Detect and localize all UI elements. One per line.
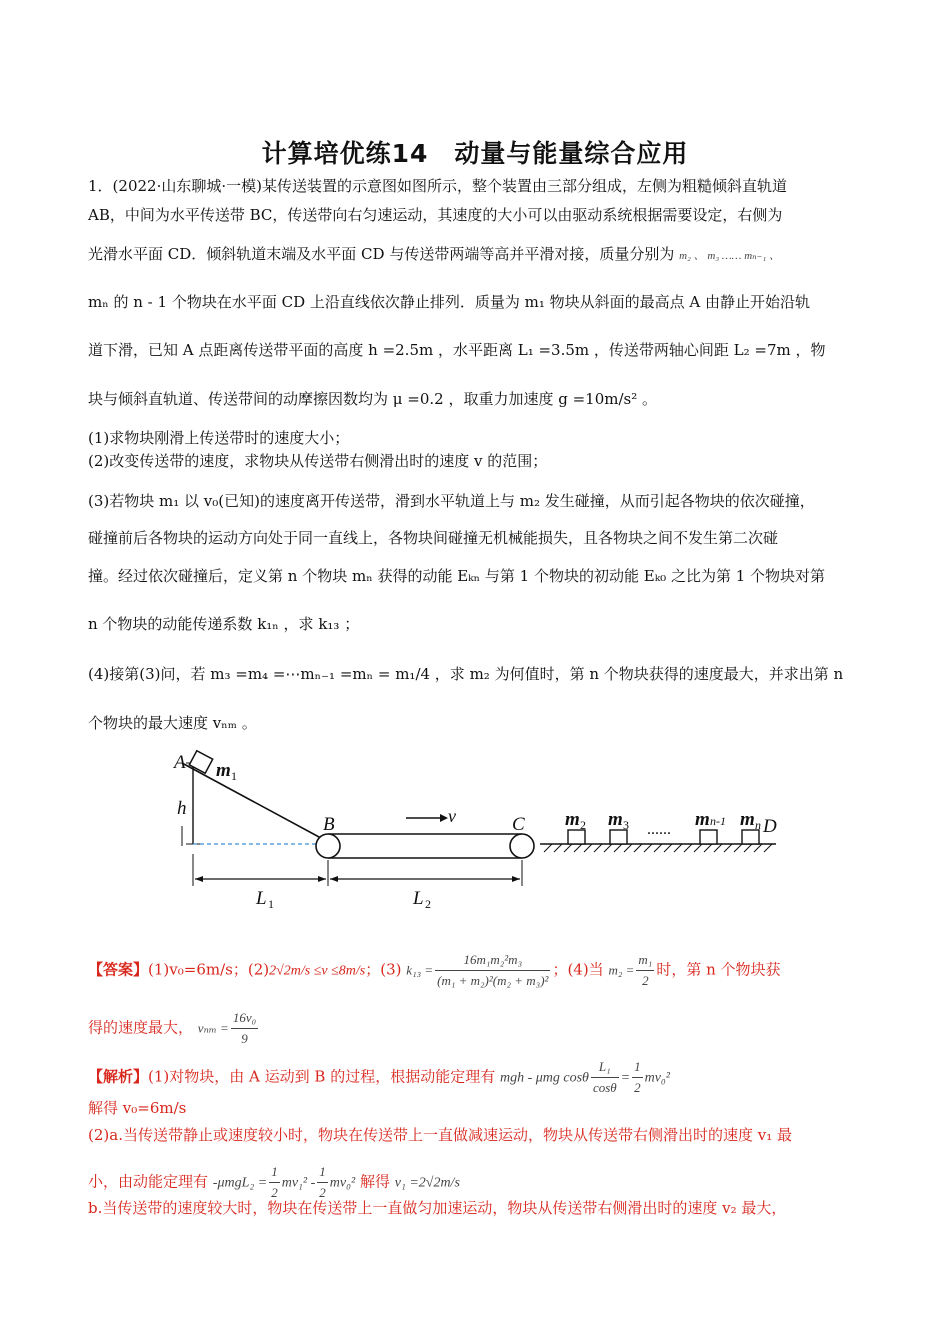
analysis-l1-tail: mv₀² <box>644 1070 670 1086</box>
vnm-fraction <box>231 1008 258 1049</box>
label-m1-sub: 1 <box>231 769 237 783</box>
m2-denominator: 2 <box>642 973 649 988</box>
label-d: D <box>763 816 777 837</box>
label-l2: L <box>413 888 424 908</box>
label-m1: m <box>216 760 231 781</box>
analysis-line-1 <box>88 1057 868 1098</box>
analysis-l1-denominator: cosθ <box>592 1080 617 1095</box>
answer-label: 【答案】 <box>88 960 149 979</box>
analysis-l1-half-num: 1 <box>632 1057 643 1078</box>
dim-l1-right-arrow <box>318 876 326 882</box>
analysis-l4-half-2-den: 2 <box>319 1185 326 1200</box>
problem-line-1: 1．(2022·山东聊城·一模)某传送装置的示意图如图所示，整个装置由三部分组成，左侧为粗糙倾斜直轨道 <box>88 177 787 195</box>
analysis-line-4 <box>88 1162 868 1203</box>
analysis-l4-half-1-num: 1 <box>269 1162 280 1183</box>
pulley-c <box>510 834 534 858</box>
question-2: (2)改变传送带的速度，求物块从传送带右侧滑出时的速度 v 的范围； <box>88 452 548 470</box>
analysis-l4-term-1: mv₁² - <box>281 1175 316 1191</box>
analysis-l4-half-1 <box>269 1162 280 1203</box>
answer-part-3-prefix: ；(3) <box>365 960 402 979</box>
analysis-l1-half <box>632 1057 643 1098</box>
label-v: v <box>448 806 456 826</box>
analysis-l1-half-den: 2 <box>634 1080 641 1095</box>
label-mn-sub: n <box>755 818 761 832</box>
m2-lhs: m₂ = <box>608 962 635 978</box>
m2-numerator: m₁ <box>636 950 654 971</box>
label-m2: m <box>565 809 580 830</box>
label-l2-sub: 2 <box>425 897 431 908</box>
dim-l2-right-arrow <box>512 876 520 882</box>
analysis-l4-half-1-den: 2 <box>271 1185 278 1200</box>
label-h: h <box>177 798 187 819</box>
analysis-l4-solve: 解得 <box>359 1172 390 1191</box>
block-mn-1 <box>700 830 717 844</box>
pulley-b <box>316 834 340 858</box>
analysis-l4-term-2: mv₀² <box>329 1175 356 1191</box>
vnm-numerator: 16v₀ <box>231 1008 258 1029</box>
velocity-arrowhead <box>440 814 448 822</box>
answer-line-1 <box>88 950 868 991</box>
block-m2 <box>568 830 585 844</box>
problem-line-5: 道下滑，已知 A 点距离传送带平面的高度 h =2.5m ，水平距离 L₁ =3.5m ，传送带两轴心间距 L₂ =7m ，物 <box>88 341 826 359</box>
analysis-l1-fraction <box>591 1057 619 1098</box>
question-4-line-1: (4)接第(3)问，若 m₃ =m₄ =⋯mₙ₋₁ =mₙ = m₁/4 ，求 m₂ 为何值时，第 n 个物块获得的速度最大，并求出第 n <box>88 665 844 683</box>
label-mn: m <box>740 809 755 830</box>
analysis-l4-half-2 <box>317 1162 328 1203</box>
label-a: A <box>174 752 186 773</box>
problem-line-4: mₙ 的 n - 1 个物块在水平面 CD 上沿直线依次静止排列．质量为 m₁ 物块从斜面的最高点 A 由静止开始沿轨 <box>88 293 811 311</box>
block-mn <box>742 830 759 844</box>
label-mn-1: m <box>695 809 710 830</box>
analysis-line-3: (2)a.当传送带静止或速度较小时，物块在传送带上一直做减速运动，物块从传送带右侧滑出时的速度 v₁ 最 <box>88 1126 792 1144</box>
analysis-line-1-text: (1)对物块，由 A 运动到 B 的过程，根据动能定理有 <box>148 1067 496 1086</box>
k13-lhs: k₁₃ = <box>406 962 434 978</box>
analysis-line-2: 解得 v₀=6m/s <box>88 1099 187 1117</box>
incline-ab <box>182 763 332 844</box>
analysis-line-5: b.当传送带的速度较大时，物块在传送带上一直做匀加速运动，物块从传送带右侧滑出时的速度 v₂ 最大， <box>88 1199 787 1217</box>
label-m2-sub: 2 <box>580 818 586 832</box>
label-l1: L <box>256 888 267 908</box>
answer-line-2-text: 得的速度最大， <box>88 1018 194 1037</box>
problem-line-3-text: 光滑水平面 CD．倾斜轨道末端及水平面 CD 与传送带两端等高并平滑对接，质量分别为 <box>88 245 675 263</box>
page-title: 计算培优练14 动量与能量综合应用 <box>261 139 689 168</box>
answer-part-2: 2√2m/s ≤v ≤8m/s <box>269 963 366 979</box>
label-mn-1-sub: n-1 <box>710 814 726 828</box>
k13-fraction <box>435 950 550 991</box>
ground-hatching <box>544 844 772 852</box>
answer-part-4-prefix: ；(4)当 <box>552 960 604 979</box>
k13-numerator: 16m₁m₂²m₃ <box>435 950 550 971</box>
analysis-l1-equals: = <box>620 1070 631 1086</box>
analysis-line-4-text: 小，由动能定理有 <box>88 1172 209 1191</box>
k13-denominator: (m₁ + m₂)²(m₂ + m₃)² <box>437 973 549 988</box>
label-c: C <box>512 814 525 835</box>
answer-line-2 <box>88 1008 868 1049</box>
question-1: (1)求物块刚滑上传送带时的速度大小； <box>88 429 350 447</box>
question-3-line-1: (3)若物块 m₁ 以 v₀(已知)的速度离开传送带，滑到水平轨道上与 m₂ 发生碰撞，从而引起各物块的依次碰撞， <box>88 492 815 510</box>
conveyor-diagram <box>160 748 790 908</box>
m2-fraction <box>636 950 654 991</box>
analysis-label: 【解析】 <box>88 1067 149 1086</box>
answer-part-4-suffix: 时，第 n 个物块获 <box>656 960 781 979</box>
question-3-line-3: 撞。经过依次碰撞后，定义第 n 个物块 mₙ 获得的动能 Eₖₙ 与第 1 个物块的初动能 Eₖ₀ 之比为第 1 个物块对第 <box>88 567 826 585</box>
label-m3: m <box>608 809 623 830</box>
dim-l1-left-arrow <box>195 876 203 882</box>
label-dots: ...... <box>647 821 671 838</box>
problem-line-2: AB，中间为水平传送带 BC，传送带向右匀速运动，其速度的大小可以由驱动系统根据需要设定，右侧为 <box>88 206 783 224</box>
answer-part-1: (1)v₀=6m/s；(2) <box>148 960 270 979</box>
analysis-l4-half-2-num: 1 <box>317 1162 328 1183</box>
label-m3-sub: 3 <box>623 818 629 832</box>
block-m3 <box>610 830 627 844</box>
dim-l2-left-arrow <box>330 876 338 882</box>
vnm-lhs: vₙₘ = <box>197 1020 229 1036</box>
label-l1-sub: 1 <box>268 897 274 908</box>
analysis-l4-result: v₁ =2√2m/s <box>394 1175 460 1191</box>
mass-list: m₂ 、 m₃ …… mₙ₋₁ 、 <box>679 250 780 262</box>
question-4-line-2: 个物块的最大速度 vₙₘ 。 <box>88 714 257 732</box>
vnm-denominator: 9 <box>241 1031 248 1046</box>
label-b: B <box>323 814 335 835</box>
problem-line-6: 块与倾斜直轨道、传送带间的动摩擦因数均为 μ =0.2 ，取重力加速度 g =10m/s² 。 <box>88 390 658 408</box>
analysis-l1-numerator: L₁ <box>591 1057 619 1078</box>
analysis-expr: mgh - μmg cosθ <box>499 1070 589 1086</box>
question-3-line-4: n 个物块的动能传递系数 k₁ₙ ，求 k₁₃ ； <box>88 615 360 633</box>
question-3-line-2: 碰撞前后各物块的运动方向处于同一直线上，各物块间碰撞无机械能损失，且各物块之间不发生第二次碰 <box>88 529 779 547</box>
analysis-l4-expr: -μmgL₂ = <box>212 1175 268 1191</box>
problem-line-3 <box>88 244 868 266</box>
